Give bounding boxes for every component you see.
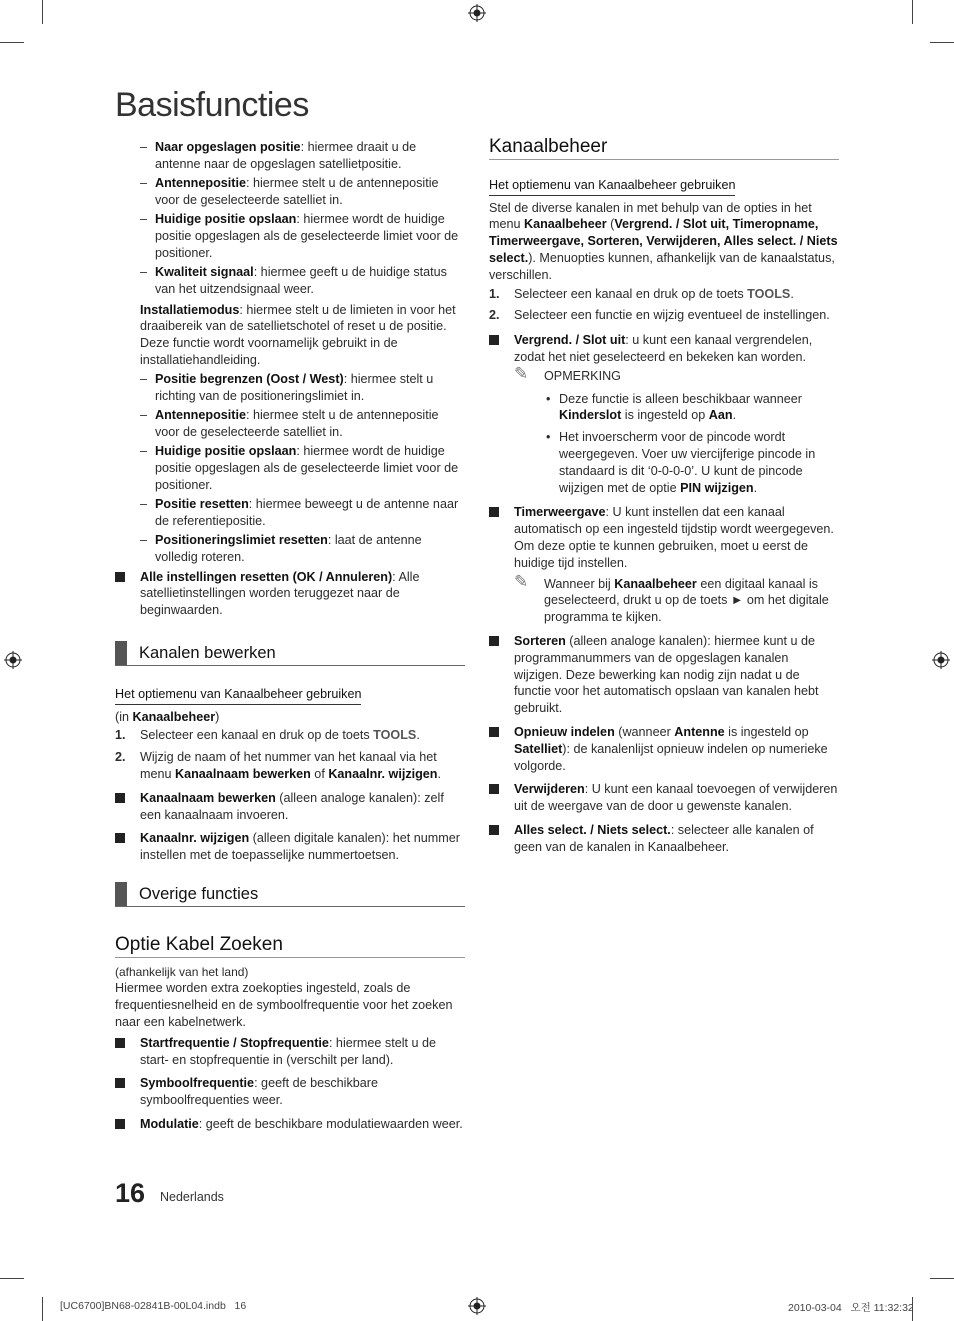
registration-mark-icon (4, 651, 22, 669)
page-title: Basisfuncties (115, 86, 309, 124)
note-block: ✎ Wanneer bij Kanaalbeheer een digitaal kanaal is geselecteerd, drukt u op de toets ► om het digitale programma te kijken. (514, 571, 829, 625)
section-bar-icon (115, 882, 127, 906)
section-heading: Optie Kabel Zoeken (115, 937, 465, 958)
language-label: Nederlands (160, 1190, 224, 1204)
list-item: – Huidige positie opslaan: hiermee wordt de huidige positie opgeslagen als de geselecteerde limiet voor de positioner. (140, 211, 465, 261)
bullet-item: Kanaalnaam bewerken (alleen analoge kanalen): zelf een kanaalnaam invoeren. (115, 790, 465, 824)
step-item: 1. Selecteer een kanaal en druk op de toets TOOLS. (489, 286, 794, 301)
square-bullet-icon (489, 727, 499, 737)
square-bullet-icon (115, 833, 125, 843)
bullet-item: Modulatie: geeft de beschikbare modulatiewaarden weer. (115, 1116, 465, 1133)
registration-mark-icon (932, 651, 950, 669)
crop-mark (930, 42, 954, 43)
section-heading: Kanalen bewerken (115, 645, 465, 666)
square-bullet-icon (115, 1119, 125, 1129)
list-item: – Antennepositie: hiermee stelt u de antennepositie voor de geselecteerde satelliet in. (140, 175, 465, 209)
list-item: • Deze functie is alleen beschikbaar wanneer Kinderslot is ingesteld op Aan. (546, 391, 802, 423)
pencil-note-icon: ✎ (514, 571, 529, 591)
square-bullet-icon (489, 335, 499, 345)
square-bullet-icon (115, 1078, 125, 1088)
section-bar-icon (115, 641, 127, 665)
section-heading: Kanaalbeheer (489, 139, 839, 160)
step-item: 2. Selecteer een functie en wijzig eventueel de instellingen. (489, 308, 830, 323)
bullet-item: Vergrend. / Slot uit: u kunt een kanaal vergrendelen, zodat het niet geselecteerd en bekeken kan worden. (489, 332, 839, 366)
intro-text: Hiermee worden extra zoekopties ingesteld, zoals de frequentiesnelheid en de symboolfrequentie voor het zoeken naar een kabelnetwerk. (115, 981, 453, 1029)
square-bullet-icon (489, 636, 499, 646)
list-item: – Huidige positie opslaan: hiermee wordt de huidige positie opgeslagen als de geselecteerde limiet voor de positioner. (140, 443, 465, 493)
list-item: – Positioneringslimiet resetten: laat de antenne volledig roteren. (140, 532, 465, 566)
bullet-item: Alle instellingen resetten (OK / Annuleren): Alle satellietinstellingen worden teruggezet naar de beginwaarden. (115, 569, 465, 619)
print-timestamp: 2010-03-04 오전 11:32:32 (788, 1302, 914, 1314)
dash-list (115, 139, 465, 298)
square-bullet-icon (115, 1038, 125, 1048)
bullet-item: Opnieuw indelen (wanneer Antenne is ingesteld op Satelliet): de kanalenlijst opnieuw indelen op numerieke volgorde. (489, 724, 839, 774)
bullet-item: Symboolfrequentie: geeft de beschikbare symboolfrequenties weer. (115, 1075, 465, 1109)
crop-mark (912, 0, 913, 24)
step-item: 2. Wijzig de naam of het nummer van het kanaal via het menu Kanaalnaam bewerken of Kanaalnr. wijzigen. (115, 750, 442, 781)
section-heading: Overige functies (115, 886, 465, 907)
list-item: • Het invoerscherm voor de pincode wordt weergegeven. Voer uw viercijferige pincode in standaard is dit ‘0-0-0-0’. U kunt de pincode wijzigen met de optie PIN wijzigen. (546, 430, 816, 495)
note-list (489, 391, 839, 497)
page-number: 16 (115, 1178, 146, 1208)
square-bullet-icon (489, 507, 499, 517)
bullet-item: Verwijderen: U kunt een kanaal toevoegen of verwijderen uit de weergave van de door u gewenste kanalen. (489, 781, 839, 815)
note-block: ✎ OPMERKING (514, 363, 621, 383)
file-info: [UC6700]BN68-02841B-00L04.indb 16 (60, 1300, 247, 1312)
pencil-note-icon: ✎ (514, 363, 529, 383)
registration-mark-icon (468, 4, 486, 22)
intro-text: Stel de diverse kanalen in met behulp van de opties in het menu Kanaalbeheer (Vergrend. / Slot uit, Timeropname, Timerweergave, Sorteren, Verwijderen, Alles select. / Niets select.). Menuopties kunnen, afhankelijk van de kanaalstatus, verschillen. (489, 200, 838, 282)
bullet-item: Alles select. / Niets select.: selecteer alle kanalen of geen van de kanalen in Kanaalbeheer. (489, 822, 839, 856)
square-bullet-icon (115, 793, 125, 803)
crop-mark (42, 0, 43, 24)
bullet-item: Startfrequentie / Stopfrequentie: hiermee stelt u de start- en stopfrequentie in (verschilt per land). (115, 1035, 465, 1069)
square-bullet-icon (489, 825, 499, 835)
bullet-item: Sorteren (alleen analoge kanalen): hiermee kunt u de programmanummers van de opgeslagen kanalen wijzigen. Deze bewerking kan nodig zijn nadat u de functie voor het automatisch opslaan van kanalen hebt gebruikt. (489, 633, 839, 717)
context-note: (afhankelijk van het land) (115, 964, 249, 979)
left-column (115, 139, 465, 1140)
installatiemodus-text: Installatiemodus: hiermee stelt u de limieten in voor het draaibereik van de satellietschotel of reset u de positie. Deze functie wordt voornamelijk gebruikt in de installatiehandleiding. (140, 302, 456, 368)
subheading: Het optiemenu van Kanaalbeheer gebruiken (115, 686, 361, 705)
list-item: – Antennepositie: hiermee stelt u de antennepositie voor de geselecteerde satelliet in. (140, 407, 465, 441)
square-bullet-icon (489, 784, 499, 794)
list-item: – Positie begrenzen (Oost / West): hiermee stelt u richting van de positioneringslimiet in. (140, 371, 465, 405)
registration-mark-icon (468, 1297, 486, 1315)
right-column (489, 136, 839, 862)
step-item: 1. Selecteer een kanaal en druk op de toets TOOLS. (115, 728, 420, 743)
context-note: (in Kanaalbeheer) (115, 709, 220, 724)
list-item: – Naar opgeslagen positie: hiermee draait u de antenne naar de opgeslagen satellietpositie. (140, 139, 465, 173)
bullet-item: Kanaalnr. wijzigen (alleen digitale kanalen): het nummer instellen met de toepasselijke nummertoetsen. (115, 830, 465, 864)
crop-mark (0, 1278, 24, 1279)
crop-mark (42, 1297, 43, 1321)
crop-mark (0, 42, 24, 43)
crop-mark (930, 1278, 954, 1279)
dash-list (115, 371, 465, 566)
list-item: – Kwaliteit signaal: hiermee geeft u de huidige status van het uitzendsignaal weer. (140, 264, 465, 298)
square-bullet-icon (115, 572, 125, 582)
subheading: Het optiemenu van Kanaalbeheer gebruiken (489, 177, 735, 196)
list-item: – Positie resetten: hiermee beweegt u de antenne naar de referentiepositie. (140, 496, 465, 530)
bullet-item: Timerweergave: U kunt instellen dat een kanaal automatisch op een ingesteld tijdstip wordt weergegeven. Om deze optie te kunnen gebruiken, moet u eerst de huidige tijd instellen. (489, 504, 839, 571)
